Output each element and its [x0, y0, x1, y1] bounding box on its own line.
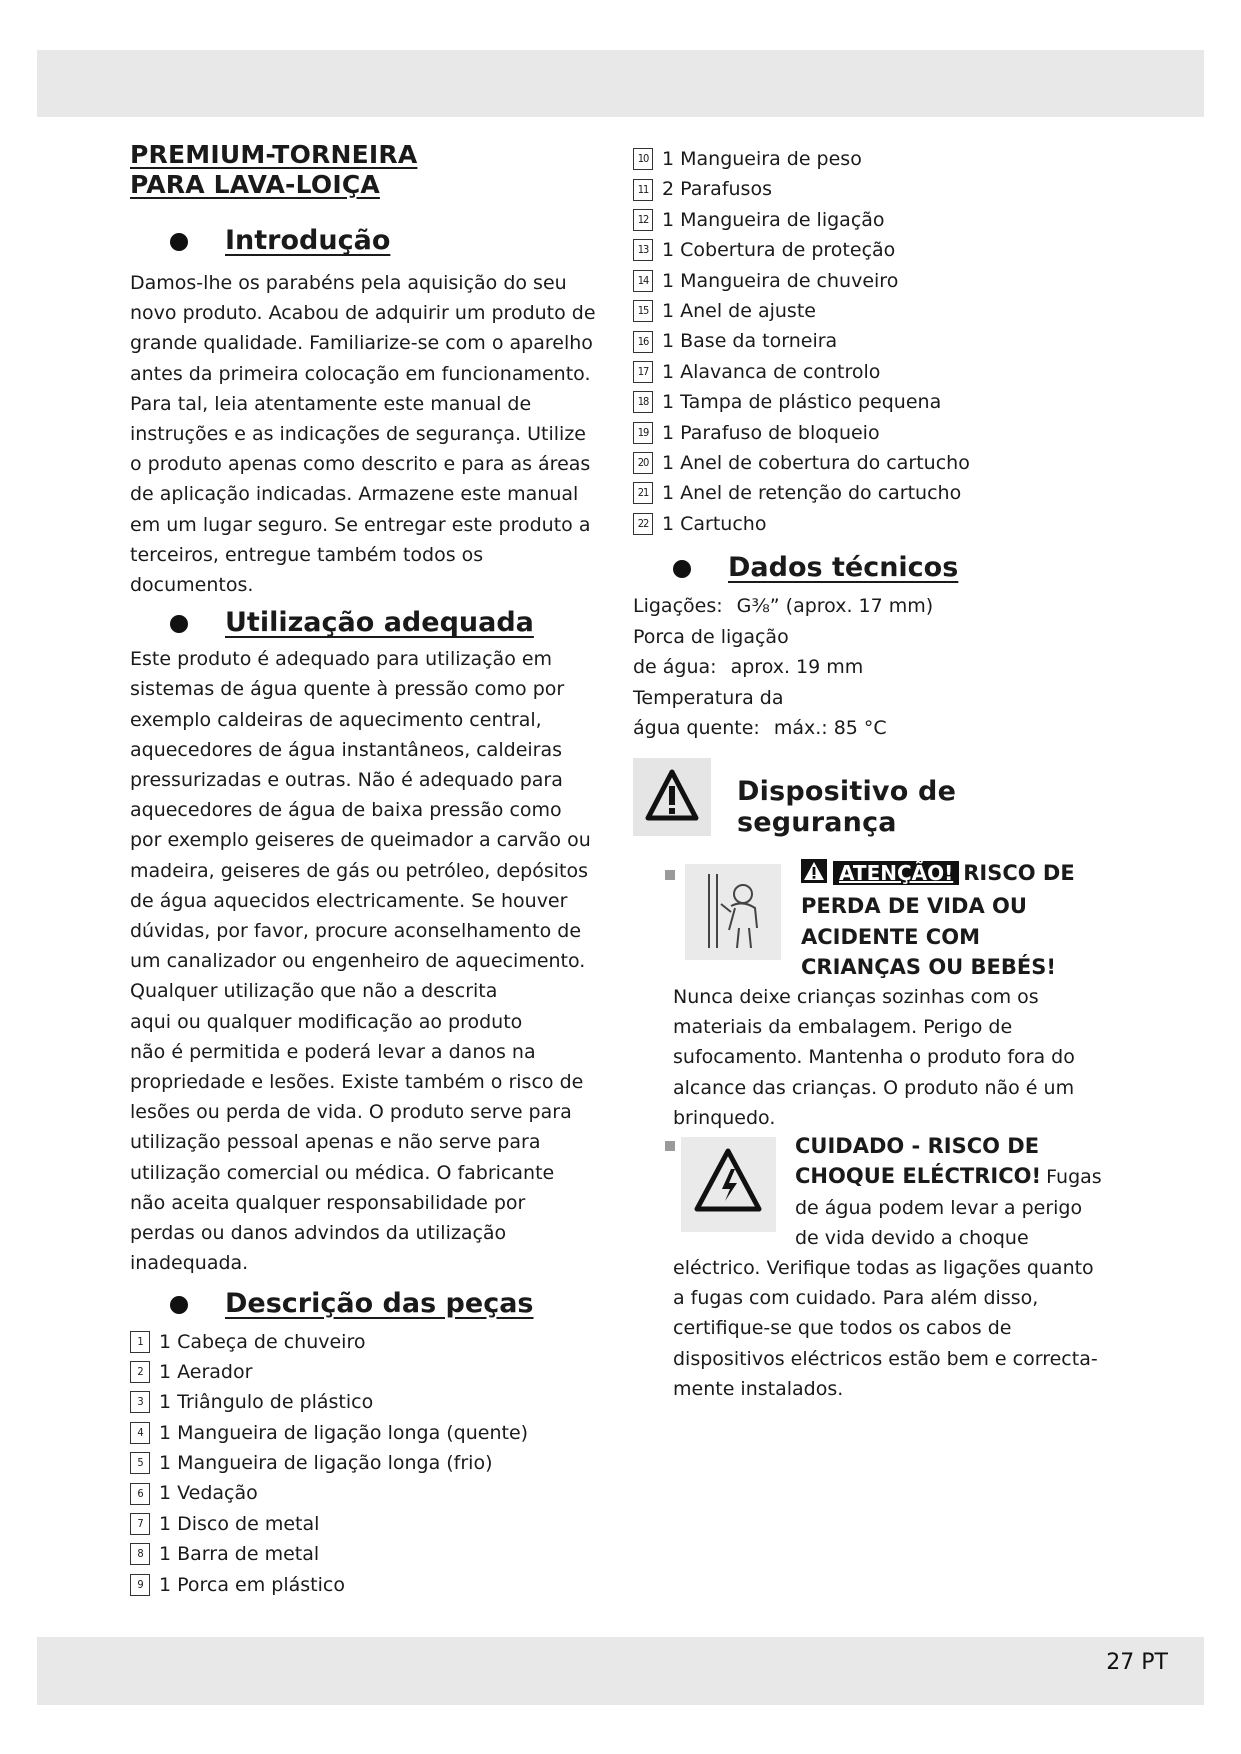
list-item: 6 1 Vedação [130, 1478, 610, 1508]
spec-row: Porca de ligação [633, 625, 789, 648]
child-hazard-icon [685, 864, 781, 960]
list-item: 1 1 Cabeça de chuveiro [130, 1327, 610, 1357]
list-item: 16 1 Base da torneira [633, 326, 1113, 356]
warning-electric: CUIDADO - RISCO DE CHOQUE ELÉCTRICO! Fugas de água podem levar a perigo de vida devido a choque eléctrico. Verifique todas as ligações quanto a fugas com cuidado. Para além disso, certifique-se que todos os cabos de dispositivos eléctricos estão bem e correcta- mente instalados. [673, 1131, 1113, 1401]
warning-title: CUIDADO - RISCO DE [795, 1134, 1040, 1159]
list-item: 17 1 Alavanca de controlo [633, 357, 1113, 387]
list-item: 15 1 Anel de ajuste [633, 296, 1113, 326]
list-item: 5 1 Mangueira de ligação longa (frio) [130, 1448, 610, 1478]
safety-heading: Dispositivo de segurança [737, 776, 957, 839]
list-item: 14 1 Mangueira de chuveiro [633, 266, 1113, 296]
intro-heading: Introdução [130, 224, 610, 258]
list-item: 13 1 Cobertura de proteção [633, 235, 1113, 265]
list-item: 22 1 Cartucho [633, 509, 1113, 539]
warning-triangle-icon [633, 758, 711, 836]
list-item: 8 1 Barra de metal [130, 1539, 610, 1569]
right-column [633, 144, 1113, 1401]
list-item: 4 1 Mangueira de ligação longa (quente) [130, 1418, 610, 1448]
list-item: 19 1 Parafuso de bloqueio [633, 418, 1113, 448]
list-item: 7 1 Disco de metal [130, 1509, 610, 1539]
intro-text: Damos-lhe os parabéns pela aquisição do seu novo produto. Acabou de adquirir um produto de grande qualidade. Familiarize-se com o aparelho antes da primeira colocação em funcionamento. Para tal, leia atentamente este manual de instruções e as indicações de segurança. Utilize o produto apenas como descrito e para as áreas de aplicação indicadas. Armazene este manual em um lugar seguro. Se entregar este produto a terceiros, entregue também todos os documentos. [130, 272, 596, 597]
bullet-icon [170, 615, 188, 633]
list-item: 20 1 Anel de cobertura do cartucho [633, 448, 1113, 478]
spec-row: Ligações: G⅜” (aprox. 17 mm) [633, 595, 934, 618]
document-title [130, 140, 610, 200]
bullet-square-icon [665, 1141, 675, 1151]
electric-hazard-icon [681, 1137, 776, 1232]
footer-band [37, 1637, 1204, 1705]
title-line-1: PREMIUM-TORNEIRA [130, 140, 418, 169]
parts-heading: Descrição das peças [130, 1287, 610, 1321]
parts-list-right [633, 144, 1113, 539]
list-item: 18 1 Tampa de plástico pequena [633, 387, 1113, 417]
small-warning-icon [801, 859, 827, 891]
bullet-square-icon [665, 870, 675, 880]
spec-row: água quente: máx.: 85 °C [633, 717, 887, 740]
usage-text: Este produto é adequado para utilização em sistemas de água quente à pressão como por exemplo caldeiras de aquecimento central, aquecedores de água instantâneos, caldeiras pressurizadas e outras. Não é adequado para aquecedores de água de baixa pressão como por exemplo geiseres de queimador a carvão ou madeira, geiseres de gás ou petróleo, depósitos de água aquecidos electricamente. Se houver dúvidas, por favor, procure aconselhamento de um canalizador ou engenheiro de aquecimento. Qualquer utilização que não a descrita aqui ou qualquer modificação ao produto não é permitida e poderá levar a danos na propriedade e lesões. Existe também o risco de lesões ou perda de vida. O produto serve para utilização pessoal apenas e não serve para utilização comercial ou médica. O fabricante não aceita qualquer responsabilidade por perdas ou danos advindos da utilização inadequada. [130, 648, 591, 1275]
spec-row: Temperatura da [633, 686, 784, 709]
bullet-icon [673, 560, 691, 578]
attention-badge: ATENÇÃO! [833, 861, 959, 885]
warning-body: eléctrico. Verifique todas as ligações quanto a fugas com cuidado. Para além disso, certifique-se que todos os cabos de dispositivos eléctricos estão bem e correcta- mente instalados. [673, 1257, 1098, 1400]
page-number: 27 PT [1106, 1650, 1168, 1675]
tech-heading: Dados técnicos [633, 551, 1113, 585]
safety-header [633, 758, 1113, 838]
parts-list-left [130, 1327, 610, 1601]
title-line-2: PARA LAVA-LOIÇA [130, 170, 380, 199]
list-item: 9 1 Porca em plástico [130, 1570, 610, 1600]
bullet-icon [170, 233, 188, 251]
list-item: 12 1 Mangueira de ligação [633, 205, 1113, 235]
usage-heading: Utilização adequada [130, 606, 610, 640]
header-band [37, 50, 1204, 117]
tech-specs [633, 591, 1113, 744]
list-item: 2 1 Aerador [130, 1357, 610, 1387]
spec-row: de água: aprox. 19 mm [633, 656, 864, 679]
list-item: 3 1 Triângulo de plástico [130, 1387, 610, 1417]
bullet-icon [170, 1296, 188, 1314]
list-item: 10 1 Mangueira de peso [633, 144, 1113, 174]
warning-title: ATENÇÃO! RISCO DE PERDA DE VIDA OU ACIDENTE COM CRIANÇAS OU BEBÉS! [801, 861, 1075, 980]
list-item: 11 2 Parafusos [633, 174, 1113, 204]
warning-body: Nunca deixe crianças sozinhas com os materiais da embalagem. Perigo de sufocamento. Mantenha o produto fora do alcance das crianças. O produto não é um brinquedo. [673, 986, 1075, 1129]
left-column [130, 140, 610, 1600]
list-item: 21 1 Anel de retenção do cartucho [633, 478, 1113, 508]
